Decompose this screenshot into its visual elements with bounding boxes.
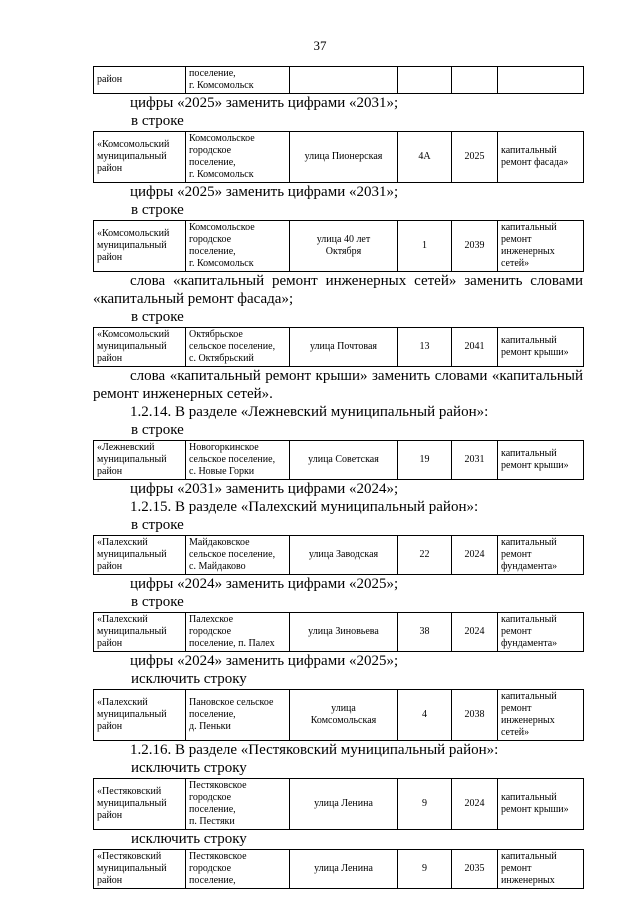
page-number: 37 (313, 38, 327, 53)
street-cell: улица Пионерская (290, 132, 398, 183)
table-row (94, 536, 584, 575)
district-cell: «Комсомольский муниципальный район (94, 132, 186, 183)
house-cell: 1 (398, 221, 452, 272)
table-row (94, 441, 584, 480)
year-cell: 2024 (452, 536, 498, 575)
object-table (93, 849, 584, 889)
street-cell: улица Ленина (290, 850, 398, 889)
settlement-cell: Новогоркинское сельское поселение, с. Новые Горки (186, 441, 290, 480)
district-cell: «Палехский муниципальный район (94, 613, 186, 652)
table-row (94, 779, 584, 830)
work-type-cell (498, 67, 584, 94)
street-cell: улица 40 лет Октября (290, 221, 398, 272)
settlement-cell: Пестяковское городское поселение, (186, 850, 290, 889)
district-cell: «Комсомольский муниципальный район (94, 221, 186, 272)
amendment-paragraph: слова «капитальный ремонт инженерных сетей» заменить словами (130, 273, 583, 289)
amendment-paragraph: цифры «2024» заменить цифрами «2025»; (130, 576, 399, 592)
work-type-cell: капитальный ремонт фундамента» (498, 613, 584, 652)
amendment-paragraph: 1.2.14. В разделе «Лежневский муниципальный район»: (130, 404, 489, 420)
settlement-cell: Пановское сельское поселение, д. Пеньки (186, 690, 290, 741)
object-table (93, 612, 584, 652)
table-row (94, 67, 584, 94)
table-row (94, 690, 584, 741)
amendment-paragraph: «капитальный ремонт фасада»; (93, 291, 294, 307)
district-cell: «Палехский муниципальный район (94, 536, 186, 575)
amendment-paragraph: в строке (131, 113, 184, 129)
house-cell: 19 (398, 441, 452, 480)
settlement-cell: Комсомольское городское поселение, г. Комсомольск (186, 132, 290, 183)
work-type-cell: капитальный ремонт инженерных сетей» (498, 690, 584, 741)
object-table (93, 535, 584, 575)
house-cell: 4 (398, 690, 452, 741)
street-cell: улица Зиновьева (290, 613, 398, 652)
table-row (94, 132, 584, 183)
table-row (94, 221, 584, 272)
work-type-cell: капитальный ремонт фасада» (498, 132, 584, 183)
street-cell: улица Почтовая (290, 328, 398, 367)
street-cell: улица Советская (290, 441, 398, 480)
street-cell: улица Комсомольская (290, 690, 398, 741)
object-table (93, 778, 584, 830)
settlement-cell: Пестяковское городское поселение, п. Пестяки (186, 779, 290, 830)
street-cell: улица Заводская (290, 536, 398, 575)
work-type-cell: капитальный ремонт инженерных сетей» (498, 221, 584, 272)
year-cell: 2038 (452, 690, 498, 741)
amendment-paragraph: цифры «2025» заменить цифрами «2031»; (130, 95, 399, 111)
house-cell (398, 67, 452, 94)
document-body (93, 66, 583, 889)
amendment-paragraph: в строке (131, 422, 184, 438)
amendment-paragraph: в строке (131, 517, 184, 533)
year-cell: 2041 (452, 328, 498, 367)
work-type-cell: капитальный ремонт крыши» (498, 779, 584, 830)
year-cell: 2035 (452, 850, 498, 889)
work-type-cell: капитальный ремонт фундамента» (498, 536, 584, 575)
year-cell: 2039 (452, 221, 498, 272)
work-type-cell: капитальный ремонт крыши» (498, 328, 584, 367)
table-row (94, 328, 584, 367)
district-cell: «Пестяковский муниципальный район (94, 850, 186, 889)
year-cell: 2024 (452, 613, 498, 652)
object-table (93, 689, 584, 741)
district-cell: район (94, 67, 186, 94)
street-cell (290, 67, 398, 94)
district-cell: «Лежневский муниципальный район (94, 441, 186, 480)
amendment-paragraph: 1.2.16. В разделе «Пестяковский муниципальный район»: (130, 742, 499, 758)
settlement-cell: Майдаковское сельское поселение, с. Майдаково (186, 536, 290, 575)
settlement-cell: поселение, г. Комсомольск (186, 67, 290, 94)
object-table (93, 327, 584, 367)
settlement-cell: Комсомольское городское поселение, г. Комсомольск (186, 221, 290, 272)
object-table (93, 220, 584, 272)
district-cell: «Комсомольский муниципальный район (94, 328, 186, 367)
district-cell: «Пестяковский муниципальный район (94, 779, 186, 830)
settlement-cell: Октябрьское сельское поселение, с. Октябрьский (186, 328, 290, 367)
table-row (94, 613, 584, 652)
year-cell (452, 67, 498, 94)
amendment-paragraph: исключить строку (131, 831, 247, 847)
object-table (93, 131, 584, 183)
work-type-cell: капитальный ремонт инженерных (498, 850, 584, 889)
amendment-paragraph: в строке (131, 309, 184, 325)
amendment-paragraph: исключить строку (131, 671, 247, 687)
table-row (94, 850, 584, 889)
amendment-paragraph: слова «капитальный ремонт крыши» заменить словами «капитальный (130, 368, 583, 384)
object-table (93, 440, 584, 480)
amendment-paragraph: цифры «2024» заменить цифрами «2025»; (130, 653, 399, 669)
amendment-paragraph: в строке (131, 594, 184, 610)
amendment-paragraph: цифры «2031» заменить цифрами «2024»; (130, 481, 399, 497)
amendment-paragraph: цифры «2025» заменить цифрами «2031»; (130, 184, 399, 200)
house-cell: 38 (398, 613, 452, 652)
amendment-paragraph: 1.2.15. В разделе «Палехский муниципальный район»: (130, 499, 479, 515)
house-cell: 4А (398, 132, 452, 183)
house-cell: 9 (398, 850, 452, 889)
year-cell: 2031 (452, 441, 498, 480)
object-table (93, 66, 584, 94)
district-cell: «Палехский муниципальный район (94, 690, 186, 741)
work-type-cell: капитальный ремонт крыши» (498, 441, 584, 480)
house-cell: 9 (398, 779, 452, 830)
year-cell: 2025 (452, 132, 498, 183)
amendment-paragraph: ремонт инженерных сетей». (93, 386, 273, 402)
settlement-cell: Палехское городское поселение, п. Палех (186, 613, 290, 652)
amendment-paragraph: в строке (131, 202, 184, 218)
year-cell: 2024 (452, 779, 498, 830)
amendment-paragraph: исключить строку (131, 760, 247, 776)
house-cell: 13 (398, 328, 452, 367)
house-cell: 22 (398, 536, 452, 575)
street-cell: улица Ленина (290, 779, 398, 830)
